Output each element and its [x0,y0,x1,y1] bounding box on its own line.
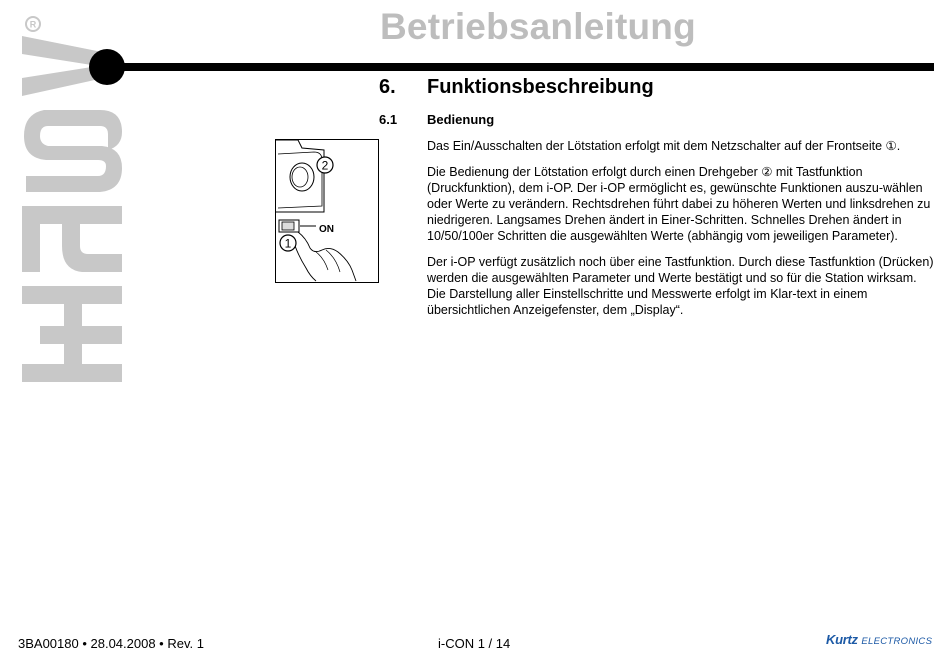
paragraph-rotary-encoder: Die Bedienung der Lötstation erfolgt durch einen Drehgeber ② mit Tastfunktion (Druckfunktion), dem i-OP. Der i-OP ermöglicht es, gewünschte Funktionen auszu-wählen oder Werte zu verändern. Rechtsdrehen führt dabei zu höheren Werten und linksdrehen zu niedrigeren. Langsames Drehen ändert in Einer-Schritten. Schnelles Drehen ändert in 10/50/100er Schritten die ausgewählten Werte (abhängig vom jeweiligen Parameter). [427,165,931,243]
header-rule [108,63,934,71]
subsection-number: 6.1 [379,112,398,127]
footer-brand-logo [826,632,932,647]
brand-subtitle: ELECTRONICS [861,636,933,647]
paragraph-power-switch: Das Ein/Ausschalten der Lötstation erfolgt mit dem Netzschalter auf der Frontseite ①. [427,139,901,153]
callout-switch-label: 1 [284,236,292,251]
callout-knob-label: 2 [321,158,329,173]
subsection-title: Bedienung [427,112,495,127]
device-illustration-icon [276,140,378,282]
registered-mark-icon [26,17,40,31]
footer-document-id: 3BA00180 • 28.04.2008 • Rev. 1 [18,636,204,651]
body-text [427,138,934,328]
brand-name: Kurtz [826,632,858,647]
section-number: 6. [379,76,396,98]
section-title: Funktionsbeschreibung [427,76,654,98]
document-title: Betriebsanleitung [380,6,696,47]
figure-device-illustration [275,139,379,283]
header-dot [89,49,125,85]
logo-letter-s [24,110,122,192]
svg-text:R: R [29,19,37,30]
paragraph-push-function: Der i-OP verfügt zusätzlich noch über eine Tastfunktion. Durch diese Tastfunktion (Drücken) werden die ausgewählten Parameter und Werte bestätigt und so für die Station wirksam. Die Darstellung aller Einstellschritte und Messwerte erfolgt im Klar-text in einem übersichtlichen Anzeigefenster, dem „Display“. [427,255,934,317]
footer-page-number: i-CON 1 / 14 [438,636,511,651]
logo-letter-e [22,286,122,382]
logo-letter-r [22,206,122,272]
switch-on-label: ON [319,224,334,235]
